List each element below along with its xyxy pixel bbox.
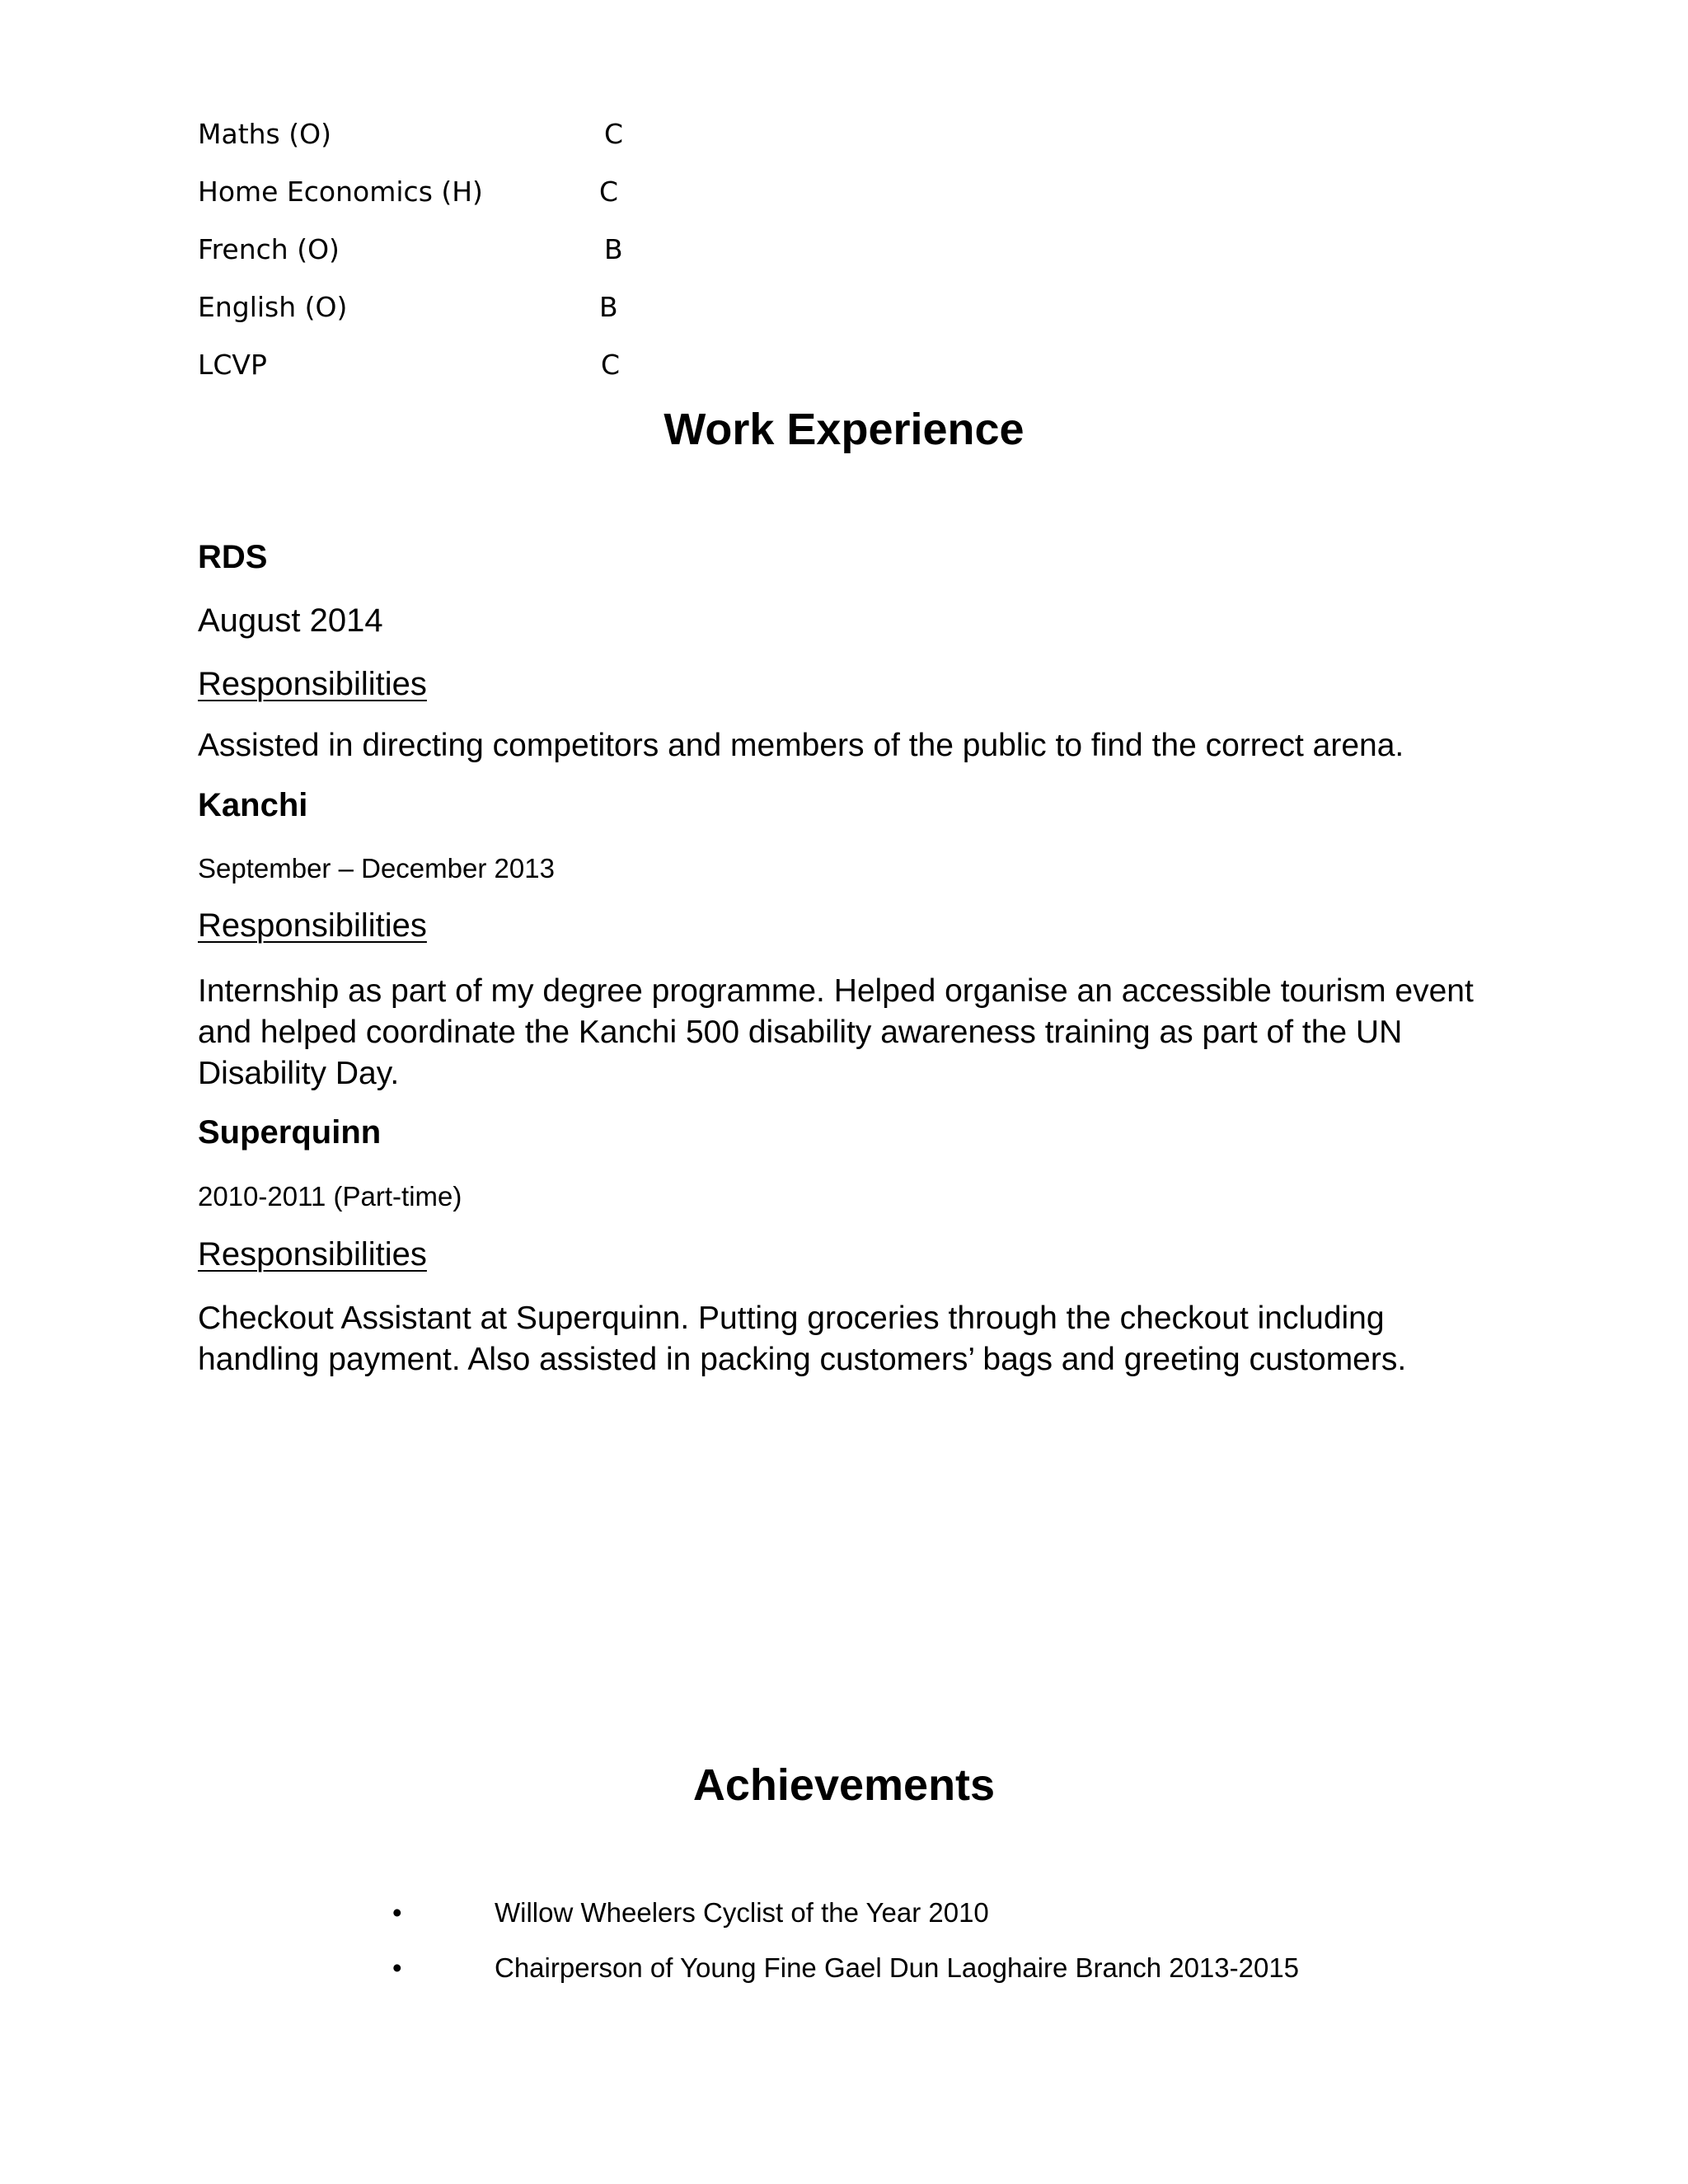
job-employer: Kanchi: [198, 787, 308, 823]
job-employer: RDS: [198, 539, 268, 575]
job-description: Internship as part of my degree programme. Helped organise an accessible tourism event and helped coordinate the Kanchi 500 disability awareness training as part of the UN Disability Day.: [198, 973, 1474, 1091]
bullet-icon: •: [392, 1952, 402, 1983]
grade-subject: Maths (O): [198, 118, 331, 150]
responsibilities-heading: Responsibilities: [198, 666, 427, 702]
job-description: Assisted in directing competitors and members of the public to find the correct arena.: [198, 728, 1404, 763]
grade-value: B: [604, 233, 623, 265]
job-employer: Superquinn: [198, 1114, 382, 1151]
job-date: September – December 2013: [198, 853, 555, 883]
grade-subject: LCVP: [198, 349, 267, 381]
responsibilities-heading: Responsibilities: [198, 907, 427, 944]
achievement-text: Willow Wheelers Cyclist of the Year 2010: [495, 1897, 989, 1928]
grade-value: C: [601, 349, 621, 381]
grade-subject: English (O): [198, 291, 348, 323]
job-description: Checkout Assistant at Superquinn. Putting groceries through the checkout including handling payment. Also assisted in packing customers’ bags and greeting customers.: [198, 1301, 1407, 1377]
grade-value: B: [599, 291, 618, 323]
responsibilities-heading: Responsibilities: [198, 1236, 427, 1272]
bullet-icon: •: [392, 1897, 402, 1928]
achievements-heading: Achievements: [692, 1760, 996, 1810]
job-date: 2010-2011 (Part-time): [198, 1181, 462, 1212]
achievement-text: Chairperson of Young Fine Gael Dun Laoghaire Branch 2013-2015: [495, 1952, 1300, 1983]
grade-subject: French (O): [198, 233, 340, 265]
grade-value: C: [604, 118, 624, 150]
work-experience-heading: Work Experience: [663, 405, 1025, 454]
job-date: August 2014: [198, 602, 383, 639]
grade-value: C: [599, 176, 619, 208]
grade-subject: Home Economics (H): [198, 176, 483, 208]
